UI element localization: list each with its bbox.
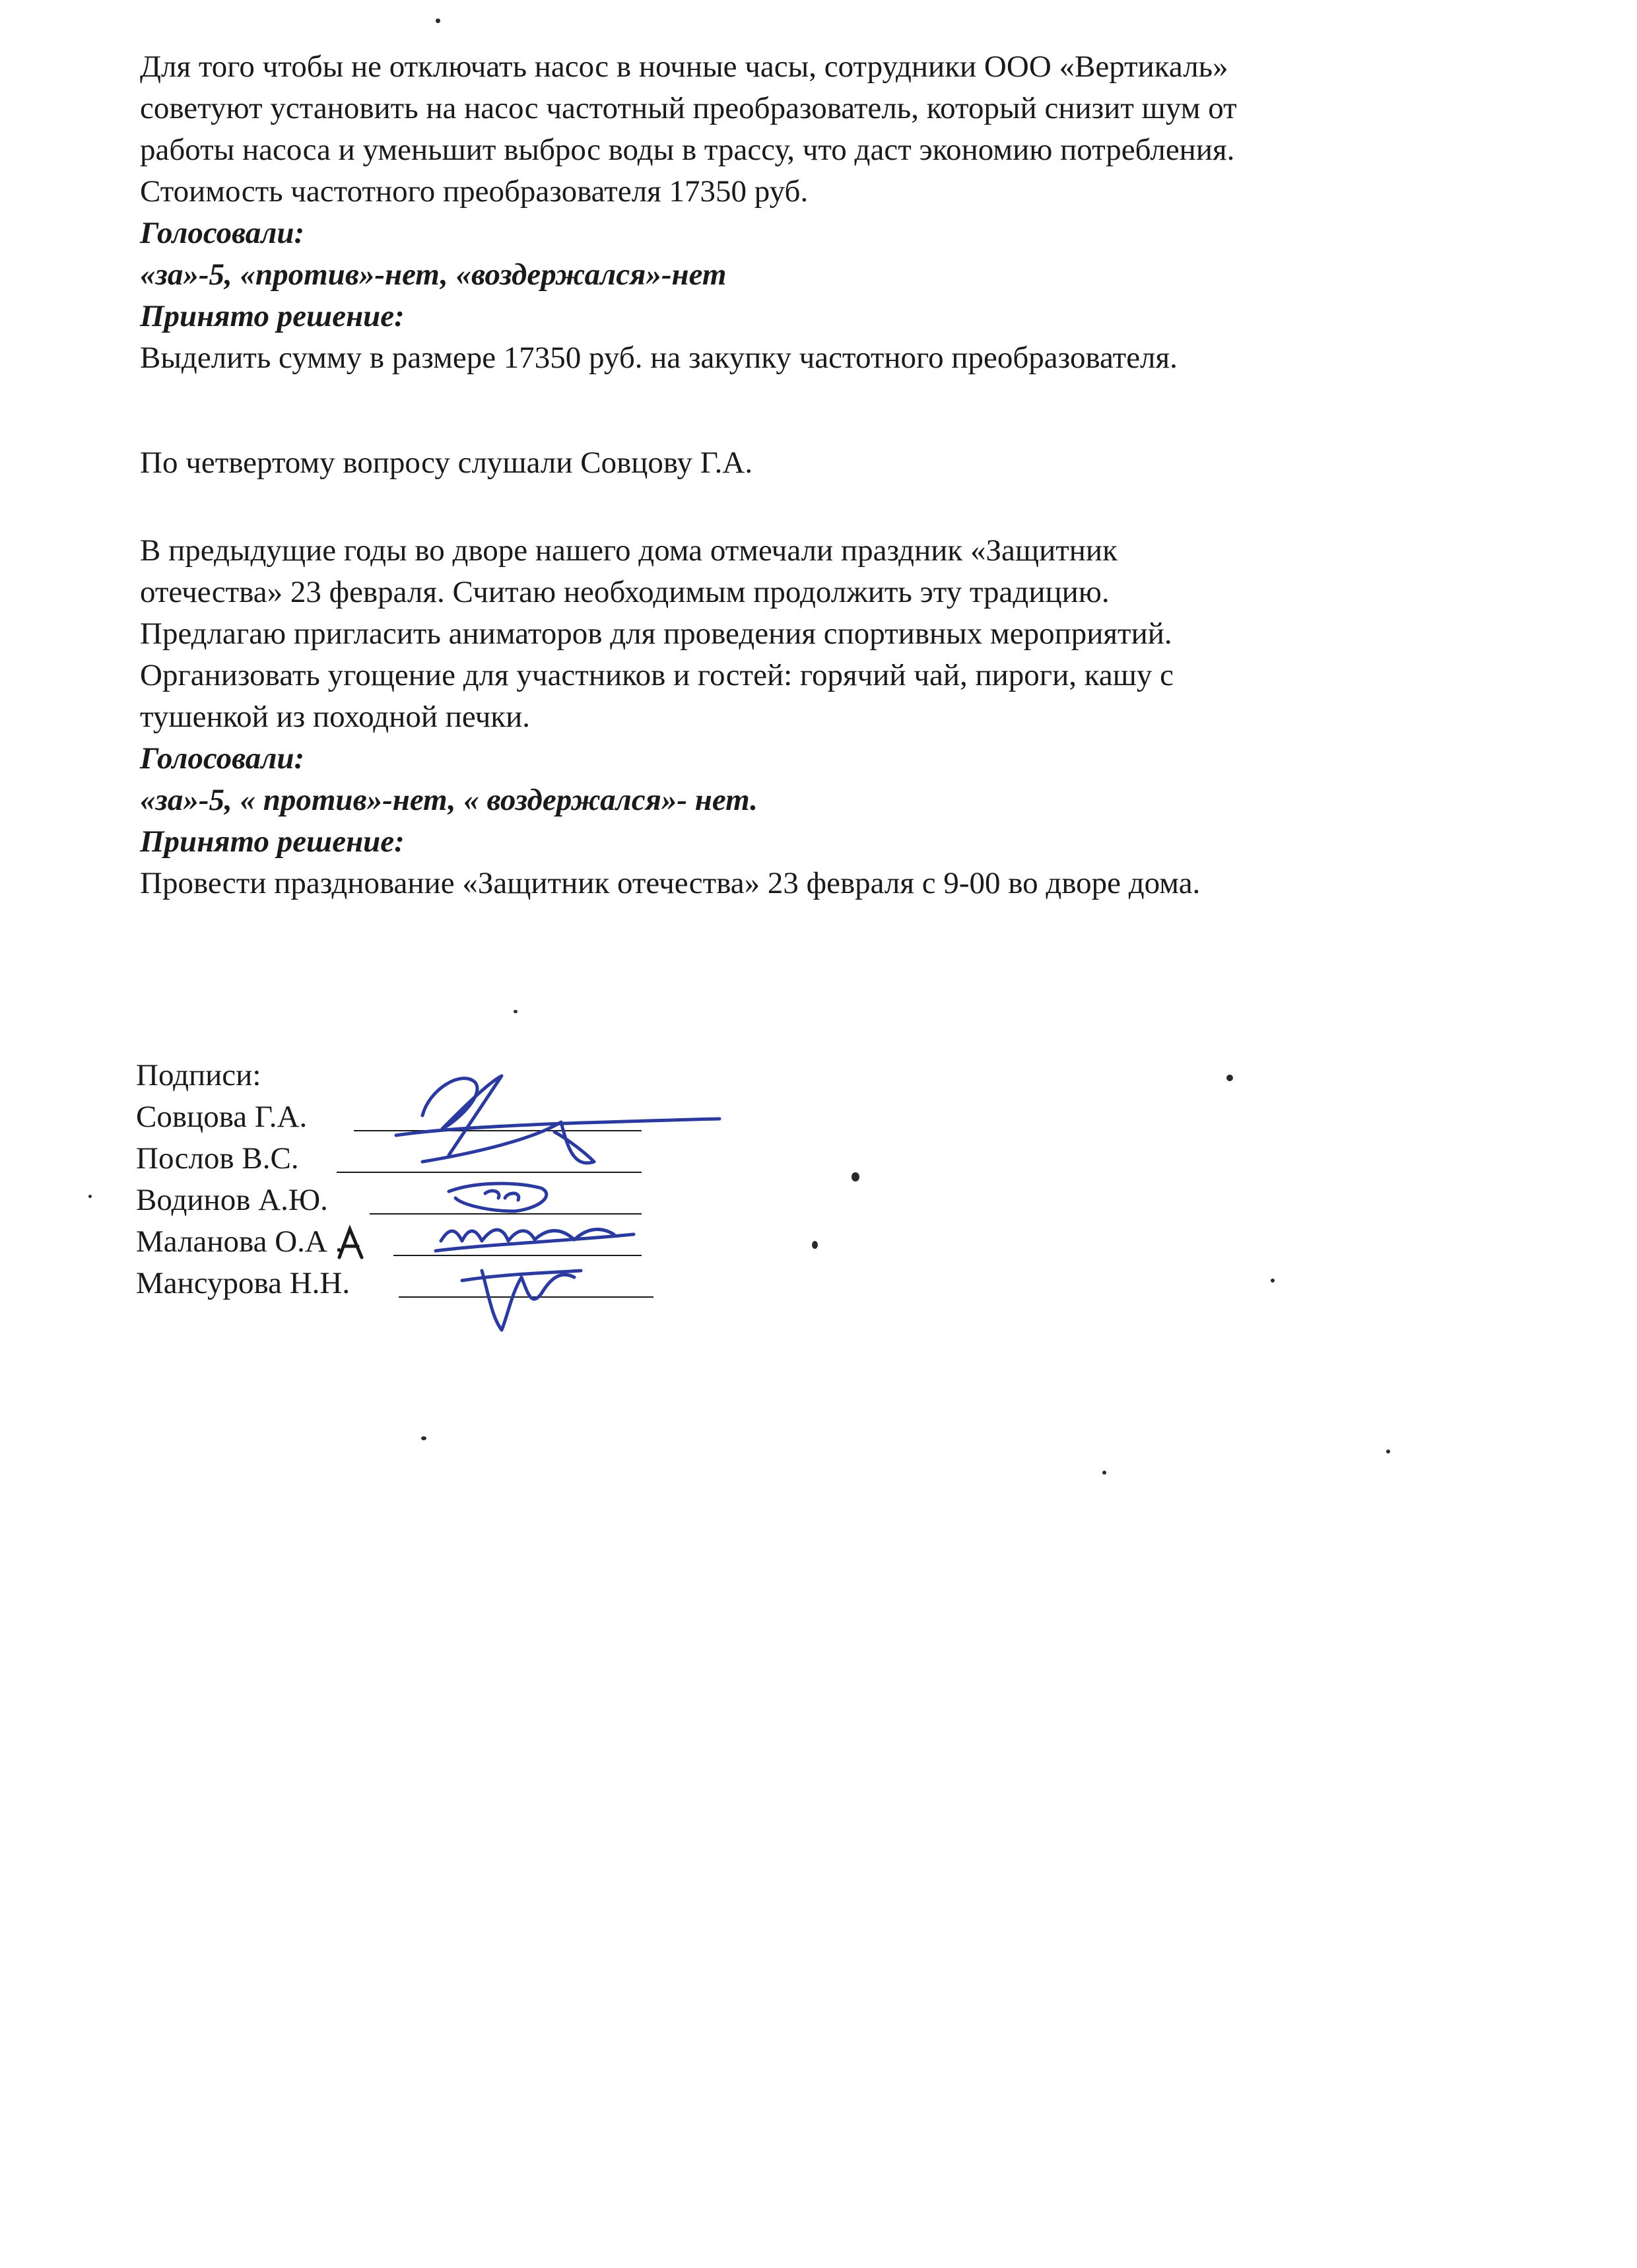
scan-speck [1271,1279,1275,1283]
signatory-name: Совцова Г.А. [136,1100,308,1134]
text-line: работы насоса и уменьшит выброс воды в трассу, что даст экономию потребления. [140,133,1235,167]
scan-speck [812,1241,818,1249]
scan-speck [1102,1471,1106,1475]
decision-heading: Принято решение: [140,824,405,859]
signature-stroke [396,1119,719,1135]
vote-heading: Голосовали: [140,216,305,250]
text-line: В предыдущие годы во дворе нашего дома отмечали праздник «Защитник [140,533,1118,568]
signatory-name: Маланова О.А . [136,1224,343,1259]
vote-heading: Голосовали: [140,741,305,776]
signature-row [136,1138,350,1180]
scan-speck [1226,1075,1233,1081]
vote-result: «за»-5, « против»-нет, « воздержался»- нет. [140,783,758,817]
text-line: Стоимость частотного преобразователя 17350 руб. [140,174,809,209]
paragraph-holiday [140,530,1526,904]
signature-row [136,1096,350,1138]
signature-stroke [441,1229,614,1241]
text-line: Для того чтобы не отключать насос в ночные часы, сотрудники ООО «Вертикаль» [140,50,1228,84]
vote-result: «за»-5, «против»-нет, «воздержался»-нет [140,257,727,292]
scan-speck [852,1172,859,1182]
signature-line [370,1213,642,1215]
scan-speck [514,1010,518,1013]
signature-stroke [436,1234,634,1251]
decision-text: Провести празднование «Защитник отечества» 23 февраля с 9-00 во дворе дома. [140,866,1201,900]
signature-row [136,1263,350,1304]
signatures-block [136,1055,350,1304]
signature-stroke [422,1122,594,1163]
signature-stroke [462,1271,581,1281]
signature-stroke [485,1191,519,1200]
text-line: Предлагаю пригласить аниматоров для проведения спортивных мероприятий. [140,617,1172,651]
signatory-name: Послов В.С. [136,1141,299,1176]
signature-line [393,1255,642,1256]
signature-stroke [482,1271,574,1330]
item-four-intro [140,442,1526,484]
text-line: советуют установить на насос частотный преобразователь, который снизит шум от [140,91,1237,125]
decision-text: Выделить сумму в размере 17350 руб. на закупку частотного преобразователя. [140,341,1178,375]
signature-row [136,1180,350,1221]
signature-stroke [422,1076,502,1155]
signatory-name: Водинов А.Ю. [136,1183,328,1217]
text-line: По четвертому вопросу слушали Совцову Г.А. [140,446,753,480]
scan-speck [436,18,440,23]
signatory-name: Мансурова Н.Н. [136,1266,351,1300]
signatures-heading-row [136,1055,350,1096]
text-line: Организовать угощение для участников и гостей: горячий чай, пироги, кашу с [140,658,1174,692]
signature-line [337,1172,642,1173]
scan-speck [1386,1450,1390,1453]
text-line: отечества» 23 февраля. Считаю необходимым продолжить эту традицию. [140,575,1110,609]
decision-heading: Принято решение: [140,299,405,333]
scan-speck [88,1195,92,1198]
signature-line [399,1296,653,1298]
signature-line [354,1130,642,1131]
signature-row [136,1221,350,1263]
text-line: тушенкой из походной печки. [140,700,530,734]
signature-stroke [449,1184,547,1211]
paragraph-frequency-converter [140,46,1526,379]
scan-speck [421,1436,426,1440]
signatures-heading: Подписи: [136,1058,261,1092]
